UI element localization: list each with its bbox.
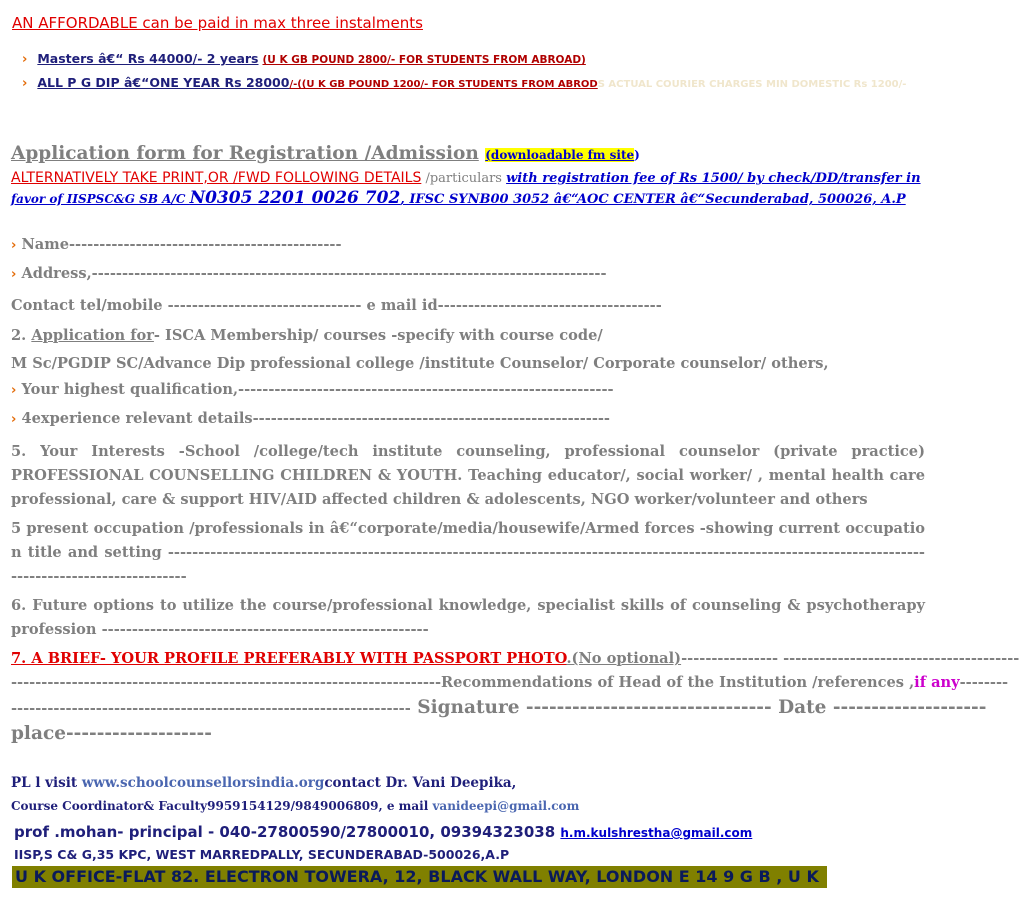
address-field[interactable]: Address,------------------------------------------------------------------------------------- (21, 265, 607, 282)
application-title-row (11, 143, 640, 164)
coordinator-row (11, 799, 579, 813)
application-for-text: - ISCA Membership/ courses -specify with course code/ (153, 327, 603, 344)
coordinator-text: Course Coordinator& Faculty9959154129/9849006809, (11, 799, 383, 813)
place-row: place------------------- (11, 723, 212, 744)
fee-main: Masters â€“ Rs 44000/- 2 years (37, 51, 259, 66)
chevron-right-icon: › (22, 76, 28, 91)
principal-row (14, 823, 752, 841)
contact-name: contact Dr. Vani Deepika, (324, 775, 517, 791)
website-link[interactable]: www.schoolcounsellorsindia.org (81, 775, 325, 791)
account-row (11, 188, 906, 208)
brief-profile-row (11, 650, 1019, 667)
institute-address: IISP,S C& G,35 KPC, WEST MARREDPALLY, SECUNDERABAD-500026,A.P (14, 847, 510, 862)
chevron-right-icon: › (11, 383, 17, 398)
if-any-text: if any (914, 674, 960, 691)
signature-row (11, 697, 986, 718)
particulars-text: /particulars (421, 171, 507, 186)
recommend-tail: -------- (959, 674, 1009, 691)
experience-field[interactable]: 4experience relevant details----------------------------------------------------------- (21, 410, 610, 427)
alternative-notice: ALTERNATIVELY TAKE PRINT,OR /FWD FOLLOWING DETAILS (11, 170, 422, 186)
email-label: e mail (382, 799, 433, 813)
visit-prefix: PL l visit (11, 775, 82, 791)
recommendations-text: Recommendations of Head of the Institution /references , (441, 674, 915, 691)
chevron-right-icon: › (11, 238, 17, 253)
brief-dashes: ---------------- --------------------------------------- (681, 650, 1019, 667)
account-favor-text: favor of IISPSC&G SB A/C (11, 192, 190, 206)
uk-office-bar: U K OFFICE-FLAT 82. ELECTRON TOWERA, 12, BLACK WALL WAY, LONDON E 14 9 G B , U K (12, 866, 827, 888)
qualification-row (11, 381, 614, 398)
fee-faded-text: S ACTUAL COURIER CHARGES MIN DOMESTIC Rs 1200/- (597, 79, 907, 90)
application-for-number: 2. (11, 327, 32, 344)
top-notice: AN AFFORDABLE can be paid in max three instalments (12, 14, 423, 32)
date-field[interactable]: -------------------------------- Date -------------------- (525, 697, 987, 718)
alternative-row (11, 170, 921, 186)
fee-extra: /-((U K GB POUND 1200/- FOR STUDENTS FROM ABROD (289, 79, 598, 90)
experience-row (11, 410, 610, 427)
signature-dashes: ------------------------------------------------------------------ (11, 700, 411, 717)
principal-email-link[interactable]: h.m.kulshrestha@gmail.com (560, 826, 753, 840)
fee-main: ALL P G DIP â€“ONE YEAR Rs 28000 (37, 75, 290, 90)
email-link[interactable]: vanideepi@gmail.com (432, 799, 580, 813)
download-link[interactable]: (downloadable fm site (485, 148, 635, 162)
page-title: Application form for Registration /Admission (11, 143, 479, 164)
principal-text: prof .mohan- principal - 040-27800590/27800010, 09394323038 (14, 823, 561, 841)
contact-field-row: Contact tel/mobile -------------------------------- e mail id------------------------------------- (11, 297, 662, 314)
name-field[interactable]: Name--------------------------------------------- (21, 236, 342, 253)
fee-line-masters (22, 51, 586, 67)
future-options-paragraph: 6. Future options to utilize the course/professional knowledge, specialist skills of counseling & psychotherapy profession ------------------------------------------------------ (11, 597, 925, 638)
account-number: N0305 2201 0026 702 (189, 188, 401, 208)
recommendations-row (11, 674, 1008, 691)
download-close: ) (634, 148, 640, 162)
chevron-right-icon: › (11, 412, 17, 427)
address-field-row (11, 265, 607, 282)
ifsc-text: , IFSC SYNB00 3052 â€“AOC CENTER â€“Secunderabad, 500026, A.P (400, 192, 906, 207)
name-field-row (11, 236, 342, 253)
fee-line-pgdip (22, 75, 906, 91)
occupation-paragraph: 5 present occupation /professionals in â€“corporate/media/housewife/Armed forces -showing current occupation title and setting ---------------------------------------------------------------------------------------------------------------------------------------------------------- (11, 520, 925, 585)
no-optional-text: .(No optional) (566, 650, 682, 667)
application-for-row (11, 327, 603, 344)
registration-fee-text: with registration fee of Rs 1500/ by check/DD/transfer in (506, 171, 921, 186)
interests-paragraph: 5. Your Interests -School /college/tech institute counseling, professional counselor (private practice) PROFESSIONAL COUNSELLING CHILDREN & YOUTH. Teaching educator/, social worker/ , mental health care professional, care & support HIV/AID affected children & adolescents, NGO worker/volunteer and others (11, 443, 925, 508)
visit-row (11, 775, 516, 791)
application-for-label: Application for (31, 327, 154, 344)
fee-extra: (U K GB POUND 2800/- FOR STUDENTS FROM ABROAD) (262, 54, 586, 66)
courses-row: M Sc/PGDIP SC/Advance Dip professional college /institute Counselor/ Corporate counselor/ others, (11, 355, 829, 372)
chevron-right-icon: › (11, 267, 17, 282)
brief-profile-label: 7. A BRIEF- YOUR PROFILE PREFERABLY WITH PASSPORT PHOTO (11, 650, 567, 667)
qualification-field[interactable]: Your highest qualification,-------------------------------------------------------------- (21, 381, 614, 398)
chevron-right-icon: › (22, 52, 28, 67)
recommend-dashes: ----------------------------------------------------------------------- (11, 674, 442, 691)
signature-label: Signature (410, 697, 526, 718)
